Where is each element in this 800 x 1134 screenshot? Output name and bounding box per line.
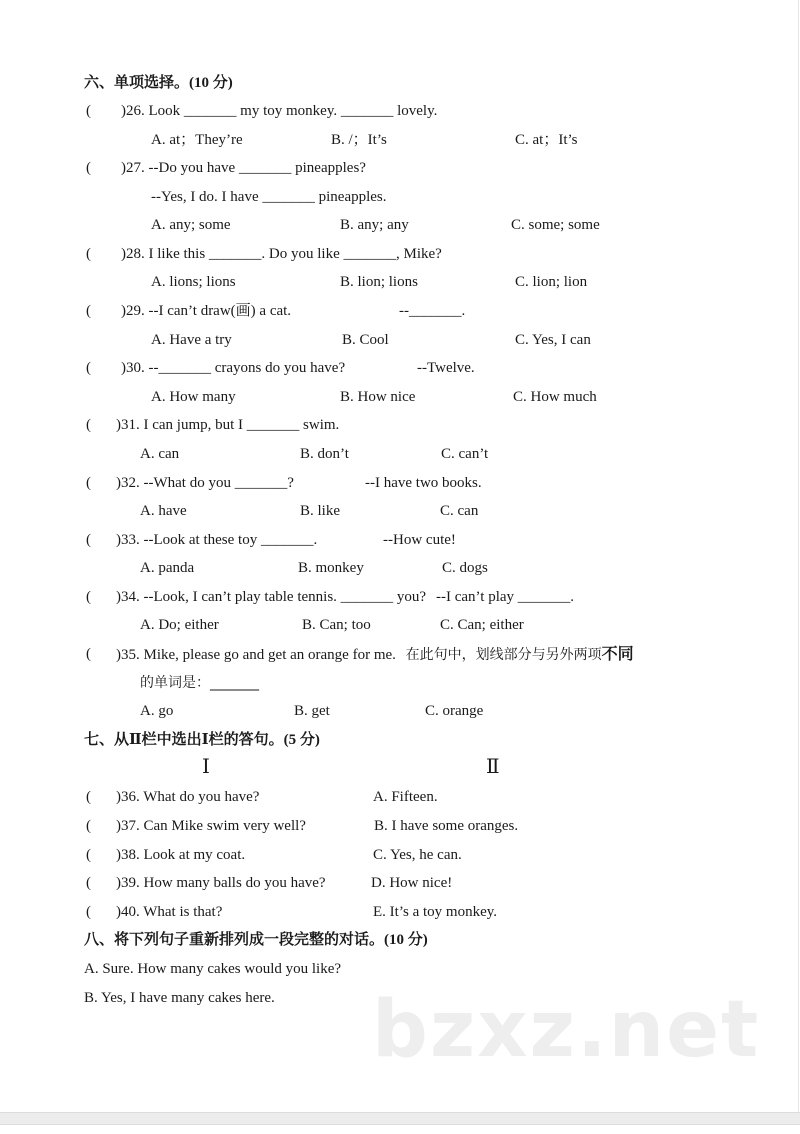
question-26-stem: )26. Look _______ my toy monkey. _______ lovely. [121,103,438,119]
answer-bracket[interactable]: ( [86,360,91,376]
answer-bracket[interactable]: ( [86,847,91,863]
question-29-stem: )29. --I can’t draw(画) a cat. [121,303,292,319]
match-answer-b: B. I have some oranges. [374,818,519,834]
q32-option-a: A. have [140,503,187,519]
q29-option-c: C. Yes, I can [515,332,591,348]
q30-option-a: A. How many [151,389,236,405]
q29-option-a: A. Have a try [151,332,232,348]
question-27-stem-2: --Yes, I do. I have _______ pineapples. [151,189,387,205]
match-answer-e: E. It’s a toy monkey. [373,904,498,920]
watermark-logo: bzxz.net [372,985,761,1075]
q28-option-a: A. lions; lions [151,274,236,290]
question-35-english: )35. Mike, please go and get an orange for me. [116,647,396,663]
answer-bracket[interactable]: ( [86,103,91,119]
q27-option-a: A. any; some [151,217,231,233]
q30-option-b: B. How nice [340,389,416,405]
q35-option-c: C. orange [425,703,484,719]
answer-bracket[interactable]: ( [86,417,91,433]
match-question-40: )40. What is that? [116,904,223,920]
q33-option-c: C. dogs [442,560,488,576]
dialogue-line-b: B. Yes, I have many cakes here. [84,990,275,1006]
question-35-stem [116,645,634,664]
q26-option-a: A. at；They’re [151,132,243,148]
answer-bracket[interactable]: ( [86,646,91,662]
q31-option-b: B. don’t [300,446,349,462]
dialogue-line-a: A. Sure. How many cakes would you like? [84,961,342,977]
answer-bracket[interactable]: ( [86,589,91,605]
question-32-stem: )32. --What do you _______? [116,475,294,491]
question-30-reply: --Twelve. [417,360,475,376]
answer-bracket[interactable]: ( [86,532,91,548]
answer-bracket[interactable]: ( [86,303,91,319]
section-7-title: 七、从Ⅱ栏中选出Ⅰ栏的答句。(5 分) [84,732,320,748]
match-question-36: )36. What do you have? [116,789,260,805]
match-question-38: )38. Look at my coat. [116,847,246,863]
match-question-39: )39. How many balls do you have? [116,875,326,891]
q34-option-c: C. Can; either [440,617,524,633]
question-27-stem: )27. --Do you have _______ pineapples? [121,160,366,176]
page-separator [0,1112,800,1125]
column-1-header: Ⅰ [202,756,210,778]
q26-option-b: B. /；It’s [331,132,387,148]
question-35-emphasis: 不同 [601,644,634,663]
q28-option-b: B. lion; lions [340,274,418,290]
question-34-stem: )34. --Look, I can’t play table tennis. _______ you? [116,589,427,605]
answer-bracket[interactable]: ( [86,818,91,834]
answer-bracket[interactable]: ( [86,875,91,891]
answer-bracket[interactable]: ( [86,160,91,176]
question-32-reply: --I have two books. [365,475,482,491]
q26-option-c: C. at；It’s [515,132,578,148]
answer-bracket[interactable]: ( [86,904,91,920]
match-answer-d: D. How nice! [371,875,453,891]
answer-bracket[interactable]: ( [86,246,91,262]
column-2-header: Ⅱ [486,756,500,778]
question-33-stem: )33. --Look at these toy _______. [116,532,318,548]
question-35-stem-2: 的单词是：_______ [140,675,259,691]
question-33-reply: --How cute! [383,532,456,548]
q31-option-a: A. can [140,446,180,462]
question-29-reply: --_______. [399,303,466,319]
q34-option-b: B. Can; too [302,617,371,633]
q30-option-c: C. How much [513,389,597,405]
q27-option-b: B. any; any [340,217,409,233]
q33-option-a: A. panda [140,560,195,576]
question-31-stem: )31. I can jump, but I _______ swim. [116,417,340,433]
q33-option-b: B. monkey [298,560,364,576]
q31-option-c: C. can’t [441,446,489,462]
q28-option-c: C. lion; lion [515,274,588,290]
q35-option-b: B. get [294,703,330,719]
q32-option-c: C. can [440,503,479,519]
match-answer-c: C. Yes, he can. [373,847,462,863]
question-34-reply: --I can’t play _______. [436,589,575,605]
q29-option-b: B. Cool [342,332,389,348]
q34-option-a: A. Do; either [140,617,219,633]
q27-option-c: C. some; some [511,217,600,233]
question-28-stem: )28. I like this _______. Do you like _______, Mike? [121,246,442,262]
q35-option-a: A. go [140,703,174,719]
question-30-stem: )30. --_______ crayons do you have? [121,360,346,376]
section-6-title: 六、单项选择。(10 分) [84,75,233,91]
section-8-title: 八、将下列句子重新排列成一段完整的对话。(10 分) [84,932,428,948]
match-answer-a: A. Fifteen. [373,789,438,805]
answer-bracket[interactable]: ( [86,789,91,805]
question-35-chinese: 在此句中，划线部分与另外两项 [405,647,602,663]
q32-option-b: B. like [300,503,340,519]
answer-bracket[interactable]: ( [86,475,91,491]
match-question-37: )37. Can Mike swim very well? [116,818,306,834]
